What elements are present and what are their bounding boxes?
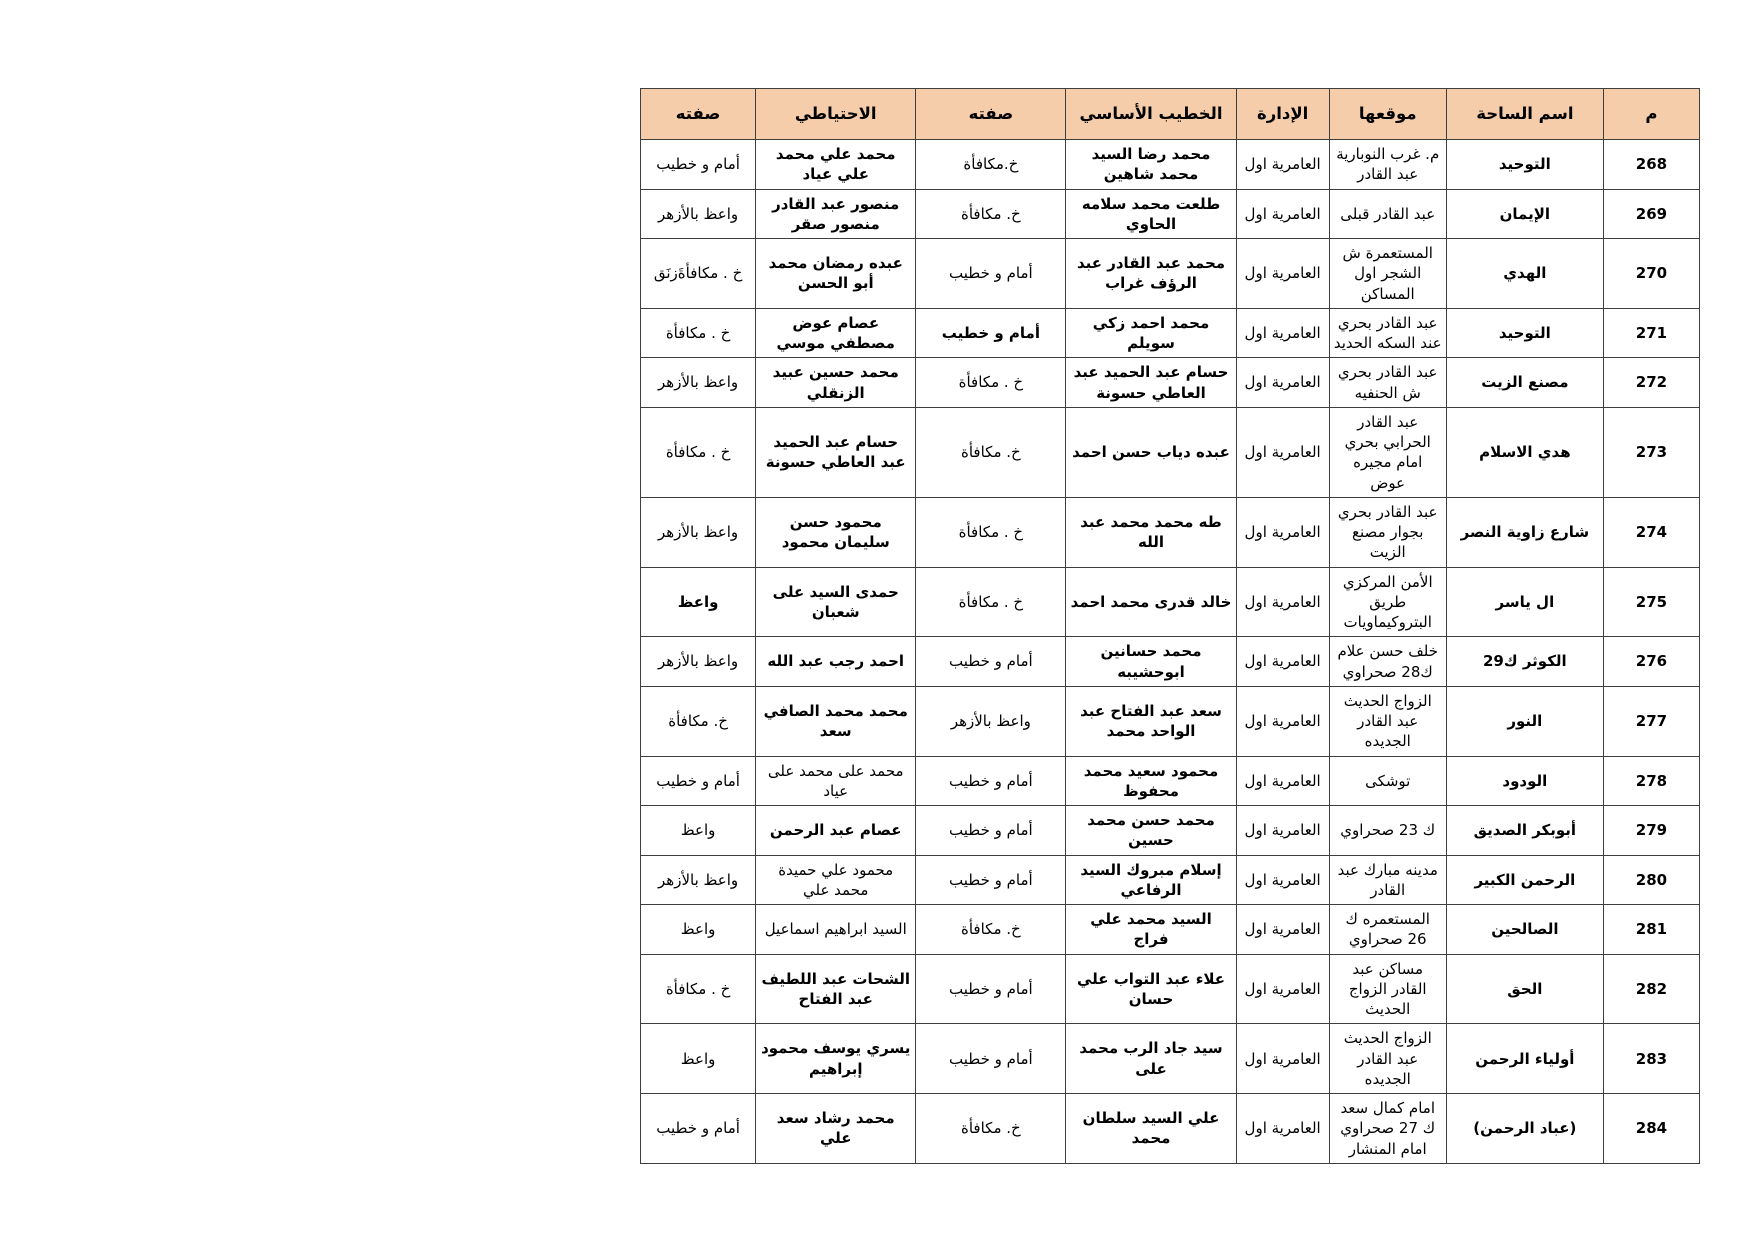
table-row bbox=[641, 358, 1700, 408]
table-row bbox=[641, 1094, 1700, 1164]
cell-reserve-khatib: عصام عوض مصطفي موسي bbox=[756, 308, 916, 358]
cell-main-khatib-role: خ . مكافأة bbox=[916, 497, 1066, 567]
cell-administration: العامرية اول bbox=[1236, 358, 1329, 408]
cell-main-khatib-role: خ . مكافأة bbox=[916, 567, 1066, 637]
table-row bbox=[641, 686, 1700, 756]
cell-serial-number: 280 bbox=[1603, 855, 1699, 905]
cell-serial-number: 268 bbox=[1603, 140, 1699, 190]
cell-administration: العامرية اول bbox=[1236, 308, 1329, 358]
cell-main-khatib: سيد جاد الرب محمد على bbox=[1066, 1024, 1236, 1094]
header-cell-reserve: الاحتياطي bbox=[756, 89, 916, 140]
cell-arena-name: الهدي bbox=[1446, 239, 1603, 309]
cell-reserve-khatib: محمد علي محمد علي عياد bbox=[756, 140, 916, 190]
cell-main-khatib-role: واعظ بالأزهر bbox=[916, 686, 1066, 756]
cell-administration: العامرية اول bbox=[1236, 497, 1329, 567]
cell-location: ك 23 صحراوي bbox=[1329, 806, 1446, 856]
cell-location: عبد القادر الحرابي بحري امام مجيره عوض bbox=[1329, 407, 1446, 497]
cell-reserve-khatib-role: واعظ بالأزهر bbox=[641, 637, 756, 687]
cell-location: عبد القادر بحري ش الحنفيه bbox=[1329, 358, 1446, 408]
cell-administration: العامرية اول bbox=[1236, 756, 1329, 806]
cell-arena-name: مصنع الزيت bbox=[1446, 358, 1603, 408]
cell-main-khatib-role: خ.مكافأة bbox=[916, 140, 1066, 190]
cell-reserve-khatib-role: خ . مكافأة bbox=[641, 954, 756, 1024]
cell-reserve-khatib: احمد رجب عبد الله bbox=[756, 637, 916, 687]
cell-reserve-khatib-role: خ. مكافأة bbox=[641, 686, 756, 756]
table-row bbox=[641, 637, 1700, 687]
cell-reserve-khatib-role: أمام و خطيب bbox=[641, 756, 756, 806]
cell-location: المستعمرة ش الشجر اول المساكن bbox=[1329, 239, 1446, 309]
cell-arena-name: هدي الاسلام bbox=[1446, 407, 1603, 497]
cell-administration: العامرية اول bbox=[1236, 239, 1329, 309]
header-cell-admin: الإدارة bbox=[1236, 89, 1329, 140]
table-row bbox=[641, 140, 1700, 190]
cell-reserve-khatib: محمد رشاد سعد علي bbox=[756, 1094, 916, 1164]
cell-main-khatib-role: أمام و خطيب bbox=[916, 954, 1066, 1024]
cell-arena-name: (عباد الرحمن) bbox=[1446, 1094, 1603, 1164]
cell-reserve-khatib: حسام عبد الحميد عبد العاطي حسونة bbox=[756, 407, 916, 497]
cell-location: المستعمره ك 26 صحراوي bbox=[1329, 905, 1446, 955]
cell-main-khatib: محمد رضا السيد محمد شاهين bbox=[1066, 140, 1236, 190]
cell-arena-name: شارع زاوية النصر bbox=[1446, 497, 1603, 567]
cell-arena-name: الصالحين bbox=[1446, 905, 1603, 955]
cell-administration: العامرية اول bbox=[1236, 855, 1329, 905]
cell-reserve-khatib: السيد ابراهيم اسماعيل bbox=[756, 905, 916, 955]
header-cell-num: م bbox=[1603, 89, 1699, 140]
table-row bbox=[641, 905, 1700, 955]
cell-reserve-khatib-role: واعظ bbox=[641, 905, 756, 955]
header-row bbox=[641, 89, 1700, 140]
cell-serial-number: 269 bbox=[1603, 189, 1699, 239]
cell-location: عبد القادر بحري عند السكه الحديد bbox=[1329, 308, 1446, 358]
cell-serial-number: 272 bbox=[1603, 358, 1699, 408]
cell-reserve-khatib-role: خ . مكافأة bbox=[641, 308, 756, 358]
preacher-roster-table bbox=[640, 88, 1700, 1164]
cell-reserve-khatib: حمدى السيد على شعبان bbox=[756, 567, 916, 637]
cell-main-khatib: طلعت محمد سلامه الحاوي bbox=[1066, 189, 1236, 239]
header-cell-name: اسم الساحة bbox=[1446, 89, 1603, 140]
table-row bbox=[641, 239, 1700, 309]
cell-main-khatib: محمد حسانين ابوحشيبه bbox=[1066, 637, 1236, 687]
cell-reserve-khatib-role: واعظ bbox=[641, 806, 756, 856]
cell-serial-number: 273 bbox=[1603, 407, 1699, 497]
cell-arena-name: الودود bbox=[1446, 756, 1603, 806]
cell-arena-name: أولياء الرحمن bbox=[1446, 1024, 1603, 1094]
cell-reserve-khatib-role: واعظ bbox=[641, 567, 756, 637]
cell-arena-name: أبوبكر الصديق bbox=[1446, 806, 1603, 856]
cell-serial-number: 282 bbox=[1603, 954, 1699, 1024]
cell-location: الأمن المركزي طريق البتروكيماويات bbox=[1329, 567, 1446, 637]
cell-reserve-khatib-role: واعظ بالأزهر bbox=[641, 855, 756, 905]
cell-main-khatib: السيد محمد علي فراج bbox=[1066, 905, 1236, 955]
cell-location: عبد القادر قبلى bbox=[1329, 189, 1446, 239]
cell-main-khatib-role: أمام و خطيب bbox=[916, 637, 1066, 687]
cell-reserve-khatib: عبده رمضان محمد أبو الحسن bbox=[756, 239, 916, 309]
cell-location: مدينه مبارك عبد القادر bbox=[1329, 855, 1446, 905]
table-row bbox=[641, 756, 1700, 806]
cell-reserve-khatib-role: أمام و خطيب bbox=[641, 140, 756, 190]
cell-main-khatib: إسلام مبروك السيد الرفاعي bbox=[1066, 855, 1236, 905]
cell-serial-number: 277 bbox=[1603, 686, 1699, 756]
cell-serial-number: 270 bbox=[1603, 239, 1699, 309]
cell-main-khatib-role: خ. مكافأة bbox=[916, 189, 1066, 239]
cell-serial-number: 281 bbox=[1603, 905, 1699, 955]
cell-main-khatib-role: خ . مكافأة bbox=[916, 358, 1066, 408]
cell-reserve-khatib: يسري يوسف محمود إبراهيم bbox=[756, 1024, 916, 1094]
cell-main-khatib: محمد عبد القادر عبد الرؤف غراب bbox=[1066, 239, 1236, 309]
cell-reserve-khatib: محمد محمد الصافي سعد bbox=[756, 686, 916, 756]
table-row bbox=[641, 189, 1700, 239]
cell-location: امام كمال سعد ك 27 صحراوي امام المنشار bbox=[1329, 1094, 1446, 1164]
cell-main-khatib-role: أمام و خطيب bbox=[916, 1024, 1066, 1094]
cell-arena-name: الكوثر ك29 bbox=[1446, 637, 1603, 687]
table-row bbox=[641, 855, 1700, 905]
cell-reserve-khatib-role: واعظ بالأزهر bbox=[641, 189, 756, 239]
cell-reserve-khatib: محمد على محمد على عياد bbox=[756, 756, 916, 806]
cell-main-khatib-role: أمام و خطيب bbox=[916, 806, 1066, 856]
header-cell-khatib: الخطيب الأساسي bbox=[1066, 89, 1236, 140]
cell-main-khatib: طه محمد محمد عبد الله bbox=[1066, 497, 1236, 567]
cell-main-khatib-role: أمام و خطيب bbox=[916, 855, 1066, 905]
table-row bbox=[641, 1024, 1700, 1094]
cell-reserve-khatib-role: أمام و خطيب bbox=[641, 1094, 756, 1164]
cell-reserve-khatib-role: واعظ بالأزهر bbox=[641, 497, 756, 567]
cell-main-khatib: خالد قدرى محمد احمد bbox=[1066, 567, 1236, 637]
cell-location: خلف حسن علام ك28 صحراوي bbox=[1329, 637, 1446, 687]
header-cell-reserve_role: صفته bbox=[641, 89, 756, 140]
cell-arena-name: الإيمان bbox=[1446, 189, 1603, 239]
cell-serial-number: 276 bbox=[1603, 637, 1699, 687]
cell-administration: العامرية اول bbox=[1236, 1024, 1329, 1094]
cell-administration: العامرية اول bbox=[1236, 954, 1329, 1024]
table-row bbox=[641, 308, 1700, 358]
cell-administration: العامرية اول bbox=[1236, 905, 1329, 955]
cell-reserve-khatib: محمود حسن سليمان محمود bbox=[756, 497, 916, 567]
cell-arena-name: التوحيد bbox=[1446, 140, 1603, 190]
cell-administration: العامرية اول bbox=[1236, 686, 1329, 756]
cell-location: عبد القادر بحري بجوار مصنع الزيت bbox=[1329, 497, 1446, 567]
cell-arena-name: الرحمن الكبير bbox=[1446, 855, 1603, 905]
cell-main-khatib-role: أمام و خطيب bbox=[916, 308, 1066, 358]
cell-reserve-khatib: عصام عبد الرحمن bbox=[756, 806, 916, 856]
cell-main-khatib: علي السيد سلطان محمد bbox=[1066, 1094, 1236, 1164]
roster-table-container bbox=[640, 88, 1702, 1164]
cell-serial-number: 271 bbox=[1603, 308, 1699, 358]
table-row bbox=[641, 954, 1700, 1024]
cell-serial-number: 284 bbox=[1603, 1094, 1699, 1164]
cell-main-khatib-role: خ. مكافأة bbox=[916, 905, 1066, 955]
cell-main-khatib: محمود سعيد محمد محفوظ bbox=[1066, 756, 1236, 806]
cell-serial-number: 278 bbox=[1603, 756, 1699, 806]
cell-main-khatib-role: أمام و خطيب bbox=[916, 756, 1066, 806]
cell-reserve-khatib-role: خ . مكافأة bbox=[641, 407, 756, 497]
cell-arena-name: التوحيد bbox=[1446, 308, 1603, 358]
cell-main-khatib: عبده دياب حسن احمد bbox=[1066, 407, 1236, 497]
cell-main-khatib: محمد حسن محمد حسين bbox=[1066, 806, 1236, 856]
cell-administration: العامرية اول bbox=[1236, 189, 1329, 239]
cell-reserve-khatib: محمود علي حميدة محمد علي bbox=[756, 855, 916, 905]
header-cell-location: موقعها bbox=[1329, 89, 1446, 140]
cell-reserve-khatib-role: خ . مكافأةَزنَق bbox=[641, 239, 756, 309]
cell-serial-number: 275 bbox=[1603, 567, 1699, 637]
cell-location: م. غرب النوبارية عبد القادر bbox=[1329, 140, 1446, 190]
cell-arena-name: ال ياسر bbox=[1446, 567, 1603, 637]
cell-administration: العامرية اول bbox=[1236, 140, 1329, 190]
cell-reserve-khatib: الشحات عبد اللطيف عبد الفتاح bbox=[756, 954, 916, 1024]
table-row bbox=[641, 497, 1700, 567]
cell-administration: العامرية اول bbox=[1236, 1094, 1329, 1164]
cell-location: توشكى bbox=[1329, 756, 1446, 806]
cell-location: مساكن عبد القادر الزواج الحديث bbox=[1329, 954, 1446, 1024]
cell-location: الزواج الحديث عبد القادر الجديده bbox=[1329, 686, 1446, 756]
cell-administration: العامرية اول bbox=[1236, 806, 1329, 856]
cell-reserve-khatib: محمد حسين عبيد الزنقلي bbox=[756, 358, 916, 408]
cell-location: الزواج الحديث عبد القادر الجديده bbox=[1329, 1024, 1446, 1094]
cell-administration: العامرية اول bbox=[1236, 407, 1329, 497]
cell-main-khatib-role: خ. مكافأة bbox=[916, 1094, 1066, 1164]
cell-reserve-khatib-role: واعظ بالأزهر bbox=[641, 358, 756, 408]
cell-administration: العامرية اول bbox=[1236, 567, 1329, 637]
cell-serial-number: 279 bbox=[1603, 806, 1699, 856]
table-body bbox=[641, 140, 1700, 1164]
header-cell-khatib_role: صفته bbox=[916, 89, 1066, 140]
cell-main-khatib-role: أمام و خطيب bbox=[916, 239, 1066, 309]
table-row bbox=[641, 407, 1700, 497]
table-row bbox=[641, 806, 1700, 856]
table-row bbox=[641, 567, 1700, 637]
cell-main-khatib: محمد احمد زكي سويلم bbox=[1066, 308, 1236, 358]
cell-reserve-khatib: منصور عبد القادر منصور صقر bbox=[756, 189, 916, 239]
cell-serial-number: 283 bbox=[1603, 1024, 1699, 1094]
cell-administration: العامرية اول bbox=[1236, 637, 1329, 687]
cell-main-khatib: حسام عبد الحميد عبد العاطي حسونة bbox=[1066, 358, 1236, 408]
cell-arena-name: الحق bbox=[1446, 954, 1603, 1024]
cell-main-khatib: علاء عبد التواب علي حسان bbox=[1066, 954, 1236, 1024]
cell-serial-number: 274 bbox=[1603, 497, 1699, 567]
cell-reserve-khatib-role: واعظ bbox=[641, 1024, 756, 1094]
cell-main-khatib: سعد عبد الفتاح عبد الواحد محمد bbox=[1066, 686, 1236, 756]
cell-main-khatib-role: خ. مكافأة bbox=[916, 407, 1066, 497]
cell-arena-name: النور bbox=[1446, 686, 1603, 756]
